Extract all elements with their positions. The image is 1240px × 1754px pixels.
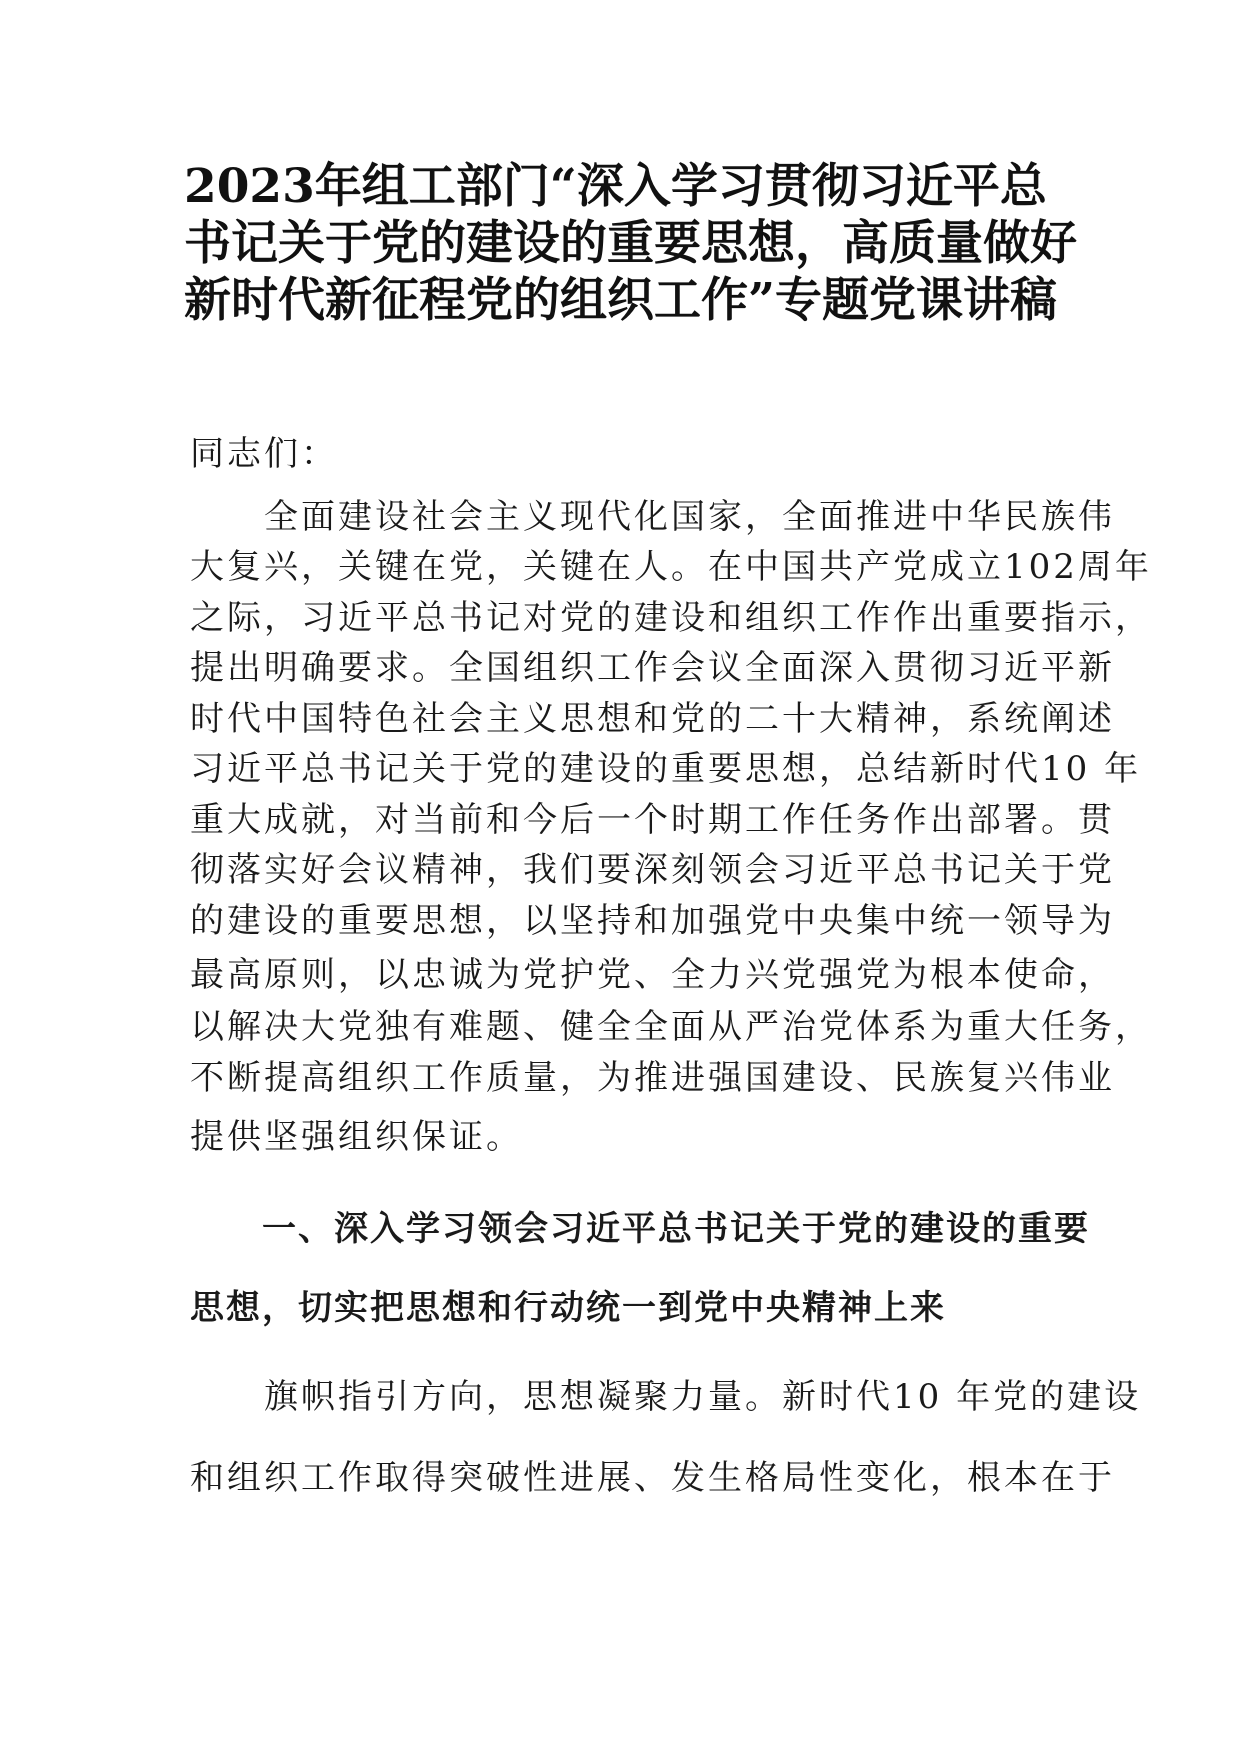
title-line: 书记关于党的建设的重要思想，高质量做好 bbox=[184, 216, 1077, 271]
intro-line: 提出明确要求。全国组织工作会议全面深入贯彻习近平新 bbox=[190, 648, 1115, 688]
intro-line: 的建设的重要思想，以坚持和加强党中央集中统一领导为 bbox=[190, 901, 1115, 941]
intro-line: 重大成就，对当前和今后一个时期工作任务作出部署。贯 bbox=[190, 800, 1115, 840]
section-paragraph-line: 旗帜指引方向，思想凝聚力量。新时代10 年党的建设 bbox=[190, 1377, 1142, 1417]
section-heading-line: 一、深入学习领会习近平总书记关于党的建设的重要 bbox=[190, 1209, 1090, 1249]
title-line: 新时代新征程党的组织工作”专题党课讲稿 bbox=[184, 273, 1058, 328]
section-paragraph-line: 和组织工作取得突破性进展、发生格局性变化，根本在于 bbox=[190, 1458, 1115, 1498]
intro-line: 最高原则，以忠诚为党护党、全力兴党强党为根本使命， bbox=[190, 955, 1115, 995]
intro-line: 不断提高组织工作质量，为推进强国建设、民族复兴伟业 bbox=[190, 1058, 1115, 1098]
intro-line: 提供坚强组织保证。 bbox=[190, 1117, 523, 1157]
intro-line: 时代中国特色社会主义思想和党的二十大精神，系统阐述 bbox=[190, 699, 1115, 739]
intro-line: 以解决大党独有难题、健全全面从严治党体系为重大任务， bbox=[190, 1007, 1152, 1047]
title-line: 2023年组工部门“深入学习贯彻习近平总 bbox=[184, 159, 1047, 214]
intro-line: 彻落实好会议精神，我们要深刻领会习近平总书记关于党 bbox=[190, 850, 1115, 890]
document-body bbox=[190, 0, 1152, 1754]
section-heading-line: 思想，切实把思想和行动统一到党中央精神上来 bbox=[190, 1288, 946, 1328]
salutation: 同志们： bbox=[190, 434, 338, 474]
intro-line: 习近平总书记关于党的建设的重要思想，总结新时代10 年 bbox=[190, 749, 1142, 789]
intro-line: 大复兴，关键在党，关键在人。在中国共产党成立102周年 bbox=[190, 547, 1152, 587]
intro-line: 全面建设社会主义现代化国家，全面推进中华民族伟 bbox=[190, 497, 1115, 537]
intro-line: 之际，习近平总书记对党的建设和组织工作作出重要指示， bbox=[190, 598, 1152, 638]
